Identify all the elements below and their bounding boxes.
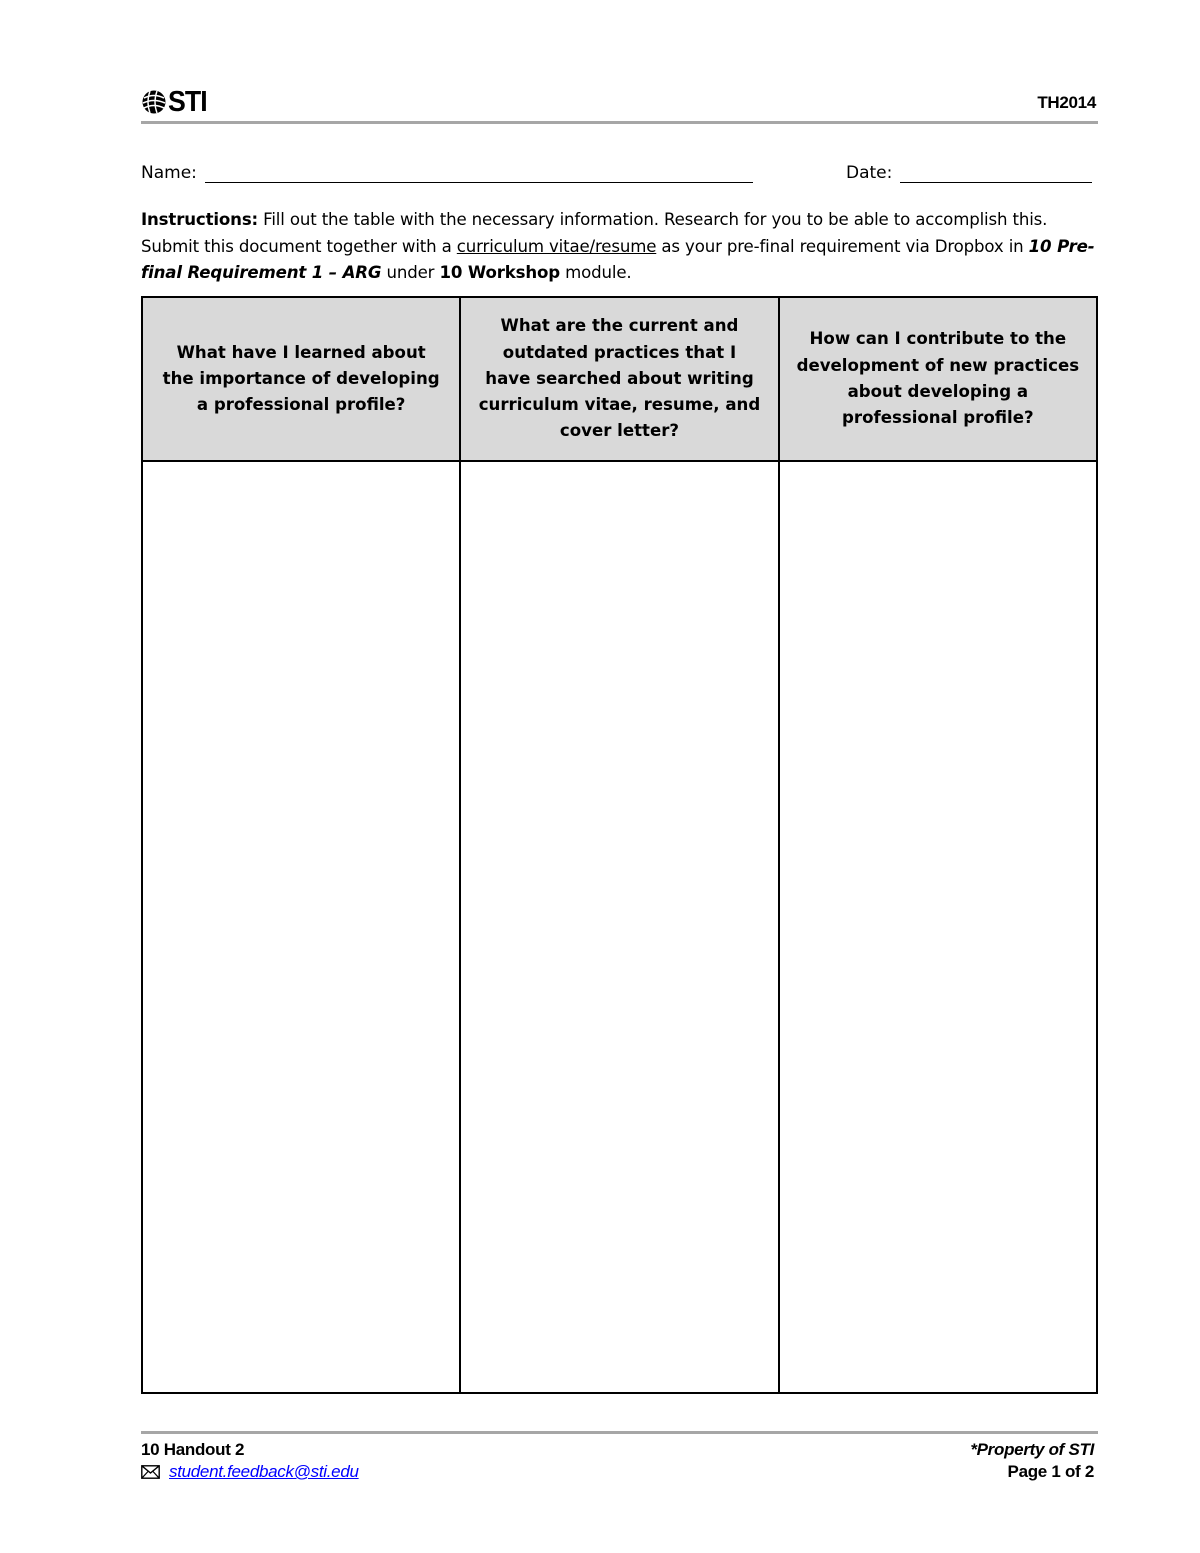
column-header-practices — [460, 297, 778, 461]
table-row — [142, 461, 1097, 1393]
column-header-text: How can I contribute to the development of new practices about developing a professional profile? — [796, 329, 1080, 428]
column-header-learned — [142, 297, 460, 461]
instructions-text-1: Fill out the table with the necessary information. Research for you to be able to accomplish this. Submit this document together with a — [141, 210, 1048, 256]
globe-icon — [141, 89, 167, 115]
answer-cell-practices[interactable] — [460, 461, 778, 1393]
assignment-name: 10 Pre-final Requirement 1 – ARG — [141, 236, 1095, 282]
instructions-text-2: as your pre-final requirement via Dropbox in — [656, 236, 1029, 256]
date-field — [846, 162, 1092, 183]
date-input-line[interactable] — [900, 162, 1092, 183]
document-code: TH2014 — [1037, 93, 1096, 112]
answer-cell-learned[interactable] — [142, 461, 460, 1393]
footer-right — [970, 1439, 1094, 1483]
document-page — [141, 0, 1098, 1553]
module-name: 10 Workshop — [439, 263, 561, 282]
name-field — [141, 162, 753, 183]
instructions-paragraph — [141, 207, 1101, 287]
footer-divider — [141, 1431, 1098, 1434]
footer-email-row — [141, 1461, 359, 1483]
column-header-contribute — [779, 297, 1097, 461]
feedback-email-link[interactable]: student.feedback@sti.edu — [169, 1462, 359, 1481]
envelope-icon — [141, 1465, 160, 1479]
instructions-text-3: under — [381, 263, 440, 282]
name-input-line[interactable] — [205, 162, 753, 183]
reflection-table — [141, 296, 1098, 1394]
header-divider — [141, 121, 1098, 124]
sti-logo — [141, 86, 210, 118]
cv-resume-text: curriculum vitae/resume — [456, 236, 657, 256]
handout-title: 10 Handout 2 — [141, 1440, 245, 1459]
footer-left — [141, 1439, 359, 1483]
table-header-row — [142, 297, 1097, 461]
date-label: Date: — [846, 163, 893, 183]
property-notice: *Property of STI — [970, 1440, 1094, 1459]
logo-text: STI — [168, 86, 207, 118]
name-label: Name: — [141, 163, 197, 183]
page-number: Page 1 of 2 — [1007, 1462, 1094, 1481]
column-header-text: What are the current and outdated practices that I have searched about writing curriculum vitae, resume, and cover letter? — [478, 316, 761, 441]
instructions-label: Instructions: — [141, 210, 259, 229]
answer-cell-contribute[interactable] — [779, 461, 1097, 1393]
page-header — [141, 84, 1098, 124]
column-header-text: What have I learned about the importance of developing a professional profile? — [162, 342, 440, 415]
student-fields — [141, 162, 1098, 188]
instructions-text-4: module. — [560, 263, 632, 282]
